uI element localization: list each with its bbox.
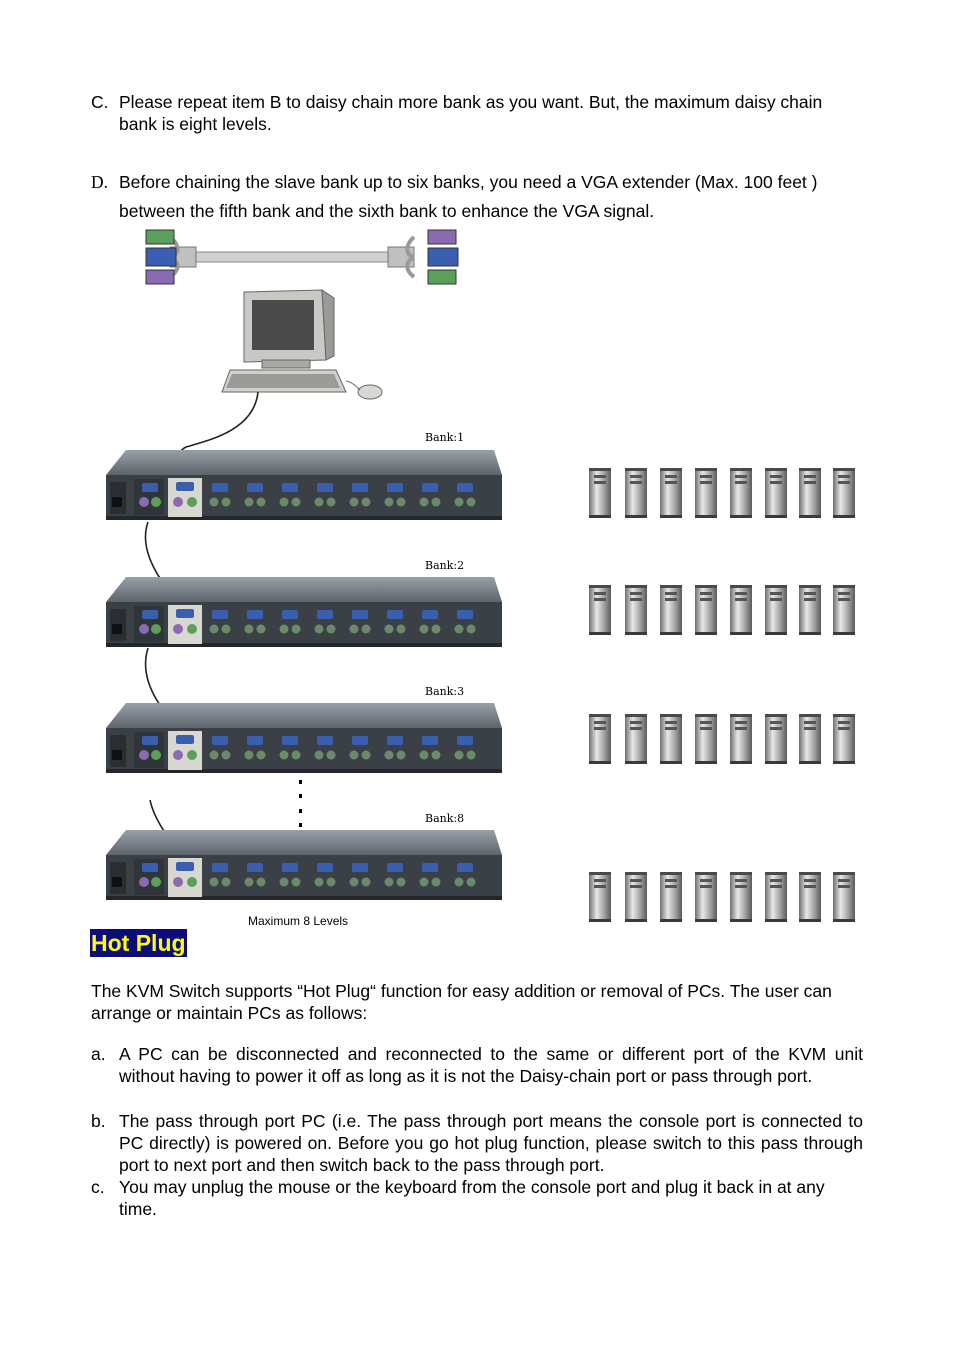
list-text: You may unplug the mouse or the keyboard from the console port and plug it back in at any time. [119,1177,825,1219]
section-heading: Hot Plug [91,930,186,956]
list-marker: b. [91,1111,106,1131]
kvm-bank-8 [106,830,502,900]
bank-label-3: Bank:3 [425,685,465,698]
kvm-bank-3 [106,703,502,773]
list-text: A PC can be disconnected and reconnected to the same or different port of the KVM unit without having to power it off as long as it is not the Daisy-chain port or pass through port. [119,1044,863,1086]
pc-towers-bank-8 [589,872,855,922]
list-text: The pass through port PC (i.e. The pass through port means the console port is connected to PC directly) is powered on. Before you go hot plug function, please switch to this pass through port to next port and then switch back to the pass through port. [119,1111,863,1175]
intro-paragraph: The KVM Switch supports “Hot Plug“ function for easy addition or removal of PCs. The user can arrange or maintain PCs as follows: [91,981,832,1023]
list-text: Please repeat item B to daisy chain more bank as you want. But, the maximum daisy chain bank is eight levels. [119,92,823,134]
kvm-bank-1 [106,450,502,520]
figure-caption: Maximum 8 Levels [248,914,349,928]
pc-towers-bank-2 [589,585,855,635]
pc-towers-bank-3 [589,714,855,764]
list-marker: c. [91,1177,105,1197]
bank-label-1: Bank:1 [425,431,465,444]
list-item-c-lower [91,1176,863,1220]
list-marker: a. [91,1044,106,1064]
kvm-bank-2 [106,577,502,647]
pc-towers-bank-1 [589,468,855,518]
bank-label-8: Bank:8 [425,812,465,825]
list-marker: C. [91,92,109,112]
list-text: Before chaining the slave bank up to six banks, you need a VGA extender (Max. 100 feet ) between the fifth bank and the sixth bank to enhance the VGA signal. [119,172,818,221]
console-workstation [222,290,382,399]
list-item-b [91,1110,863,1176]
list-marker: D. [91,172,109,192]
list-item-a [91,1043,863,1087]
bank-label-2: Bank:2 [425,559,465,572]
vga-extender-cable [146,230,458,284]
